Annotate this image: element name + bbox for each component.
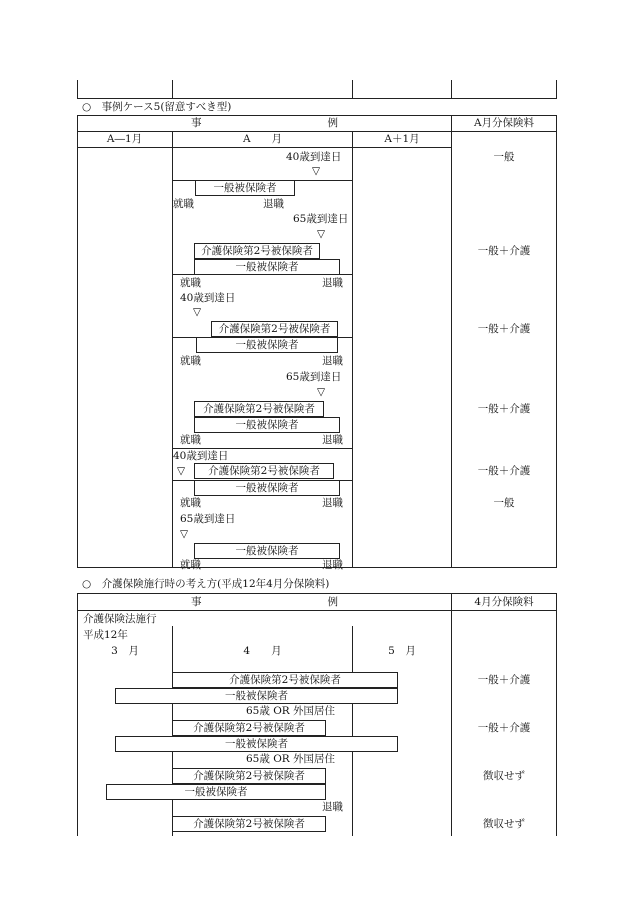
age-65-label: 65歳到達日 bbox=[293, 213, 349, 225]
section2-title: ○ 介護保険施行時の考え方(平成12年4月分保険料) bbox=[82, 578, 330, 590]
care-insured-box: 介護保険第2号被保険者 bbox=[172, 672, 398, 688]
general-insured-box: 一般被保険者 bbox=[194, 543, 340, 559]
s1-bottom-border bbox=[77, 567, 557, 568]
general-insured-box: 一般被保険者 bbox=[194, 480, 340, 496]
s1-left-border bbox=[77, 115, 78, 568]
s1-col-divider bbox=[172, 131, 173, 568]
s2-header-case: 事 例 bbox=[191, 596, 338, 608]
arrival-marker: ▽ bbox=[177, 465, 186, 477]
employment-end: 退職 bbox=[322, 497, 343, 509]
row-separator bbox=[173, 480, 352, 481]
employment-end: 退職 bbox=[322, 801, 343, 813]
employment-end: 退職 bbox=[322, 434, 343, 446]
age-65-label: 65歳到達日 bbox=[180, 513, 236, 525]
care-insured-box: 介護保険第2号被保険者 bbox=[211, 321, 338, 337]
general-insured-box: 一般被保険者 bbox=[115, 736, 398, 752]
care-insured-box: 介護保険第2号被保険者 bbox=[172, 768, 326, 784]
row-premium: 一般＋介護 bbox=[477, 722, 531, 734]
s2-col-divider bbox=[451, 593, 452, 836]
employment-start: 就職 bbox=[180, 559, 201, 571]
employment-end: 退職 bbox=[322, 559, 343, 571]
care-insured-box: 介護保険第2号被保険者 bbox=[172, 816, 326, 832]
era-label: 平成12年 bbox=[83, 629, 128, 641]
s2-month-march: 3 月 bbox=[111, 645, 139, 657]
s1-header-premium: A月分保険料 bbox=[473, 117, 535, 129]
general-insured-box: 一般被保険者 bbox=[115, 688, 398, 704]
s2-month-may: 5 月 bbox=[388, 645, 416, 657]
employment-end: 退職 bbox=[322, 355, 343, 367]
prev-table-left-border bbox=[77, 80, 78, 98]
employment-start: 就職 bbox=[173, 198, 194, 210]
s1-month-a: A 月 bbox=[242, 133, 283, 145]
s1-month-next: A＋1月 bbox=[384, 133, 420, 145]
row-premium: 一般 bbox=[493, 151, 515, 163]
row-premium: 一般 bbox=[493, 497, 515, 509]
row-premium: 一般＋介護 bbox=[477, 245, 531, 257]
general-insured-box: 一般被保険者 bbox=[196, 337, 338, 353]
row-premium: 徴収せず bbox=[483, 770, 525, 782]
age-40-label: 40歳到達日 bbox=[180, 292, 236, 304]
care-insured-box: 介護保険第2号被保険者 bbox=[172, 720, 326, 736]
row-premium: 一般＋介護 bbox=[477, 674, 531, 686]
care-insured-box: 介護保険第2号被保険者 bbox=[194, 463, 334, 479]
employment-end: 退職 bbox=[263, 198, 284, 210]
general-insured-box: 一般被保険者 bbox=[195, 180, 295, 196]
arrival-marker: ▽ bbox=[317, 386, 326, 398]
s1-right-border bbox=[556, 115, 557, 568]
general-insured-box: 一般被保険者 bbox=[194, 259, 340, 275]
prev-table-divider bbox=[451, 80, 452, 98]
prev-table-bottom-border bbox=[77, 98, 557, 99]
s1-top-border bbox=[77, 115, 557, 116]
general-insured-box: 一般被保険者 bbox=[106, 784, 326, 800]
row-premium: 一般＋介護 bbox=[477, 403, 531, 415]
arrival-marker: ▽ bbox=[312, 165, 321, 177]
section1-title: ○ 事例ケース5(留意すべき型) bbox=[82, 101, 232, 113]
s1-col-divider bbox=[352, 131, 353, 568]
prev-table-right-border bbox=[556, 80, 557, 98]
s2-right-border bbox=[556, 593, 557, 836]
age-or-abroad-note: 65歳 OR 外国居住 bbox=[246, 705, 336, 717]
employment-end: 退職 bbox=[322, 277, 343, 289]
law-enforcement-label: 介護保険法施行 bbox=[83, 613, 157, 625]
care-insured-box: 介護保険第2号被保険者 bbox=[194, 401, 324, 417]
employment-start: 就職 bbox=[180, 497, 201, 509]
row-premium: 一般＋介護 bbox=[477, 465, 531, 477]
general-insured-box: 一般被保険者 bbox=[194, 417, 340, 433]
s2-left-border bbox=[77, 593, 78, 836]
age-40-label: 40歳到達日 bbox=[286, 151, 342, 163]
prev-table-divider bbox=[352, 80, 353, 98]
age-40-label: 40歳到達日 bbox=[173, 450, 229, 462]
s1-month-line bbox=[77, 147, 452, 148]
employment-start: 就職 bbox=[180, 434, 201, 446]
employment-start: 就職 bbox=[180, 277, 201, 289]
row-separator bbox=[173, 337, 352, 338]
s1-header-case: 事 例 bbox=[191, 117, 338, 129]
arrival-marker: ▽ bbox=[193, 306, 202, 318]
row-premium: 一般＋介護 bbox=[477, 323, 531, 335]
row-separator bbox=[173, 448, 352, 449]
care-insured-box: 介護保険第2号被保険者 bbox=[194, 243, 320, 259]
age-or-abroad-note: 65歳 OR 外国居住 bbox=[246, 753, 336, 765]
employment-start: 就職 bbox=[180, 355, 201, 367]
row-separator bbox=[173, 274, 352, 275]
s2-top-border bbox=[77, 593, 557, 594]
s2-header-line bbox=[77, 610, 557, 611]
s2-month-april: 4 月 bbox=[243, 645, 282, 657]
s1-header-line bbox=[77, 131, 557, 132]
s1-month-prev: A―1月 bbox=[106, 133, 143, 145]
arrival-marker: ▽ bbox=[180, 528, 189, 540]
prev-table-divider bbox=[172, 80, 173, 98]
row-premium: 徴収せず bbox=[483, 818, 525, 830]
s2-header-premium: 4月分保険料 bbox=[474, 596, 534, 608]
age-65-label: 65歳到達日 bbox=[286, 371, 342, 383]
arrival-marker: ▽ bbox=[317, 228, 326, 240]
